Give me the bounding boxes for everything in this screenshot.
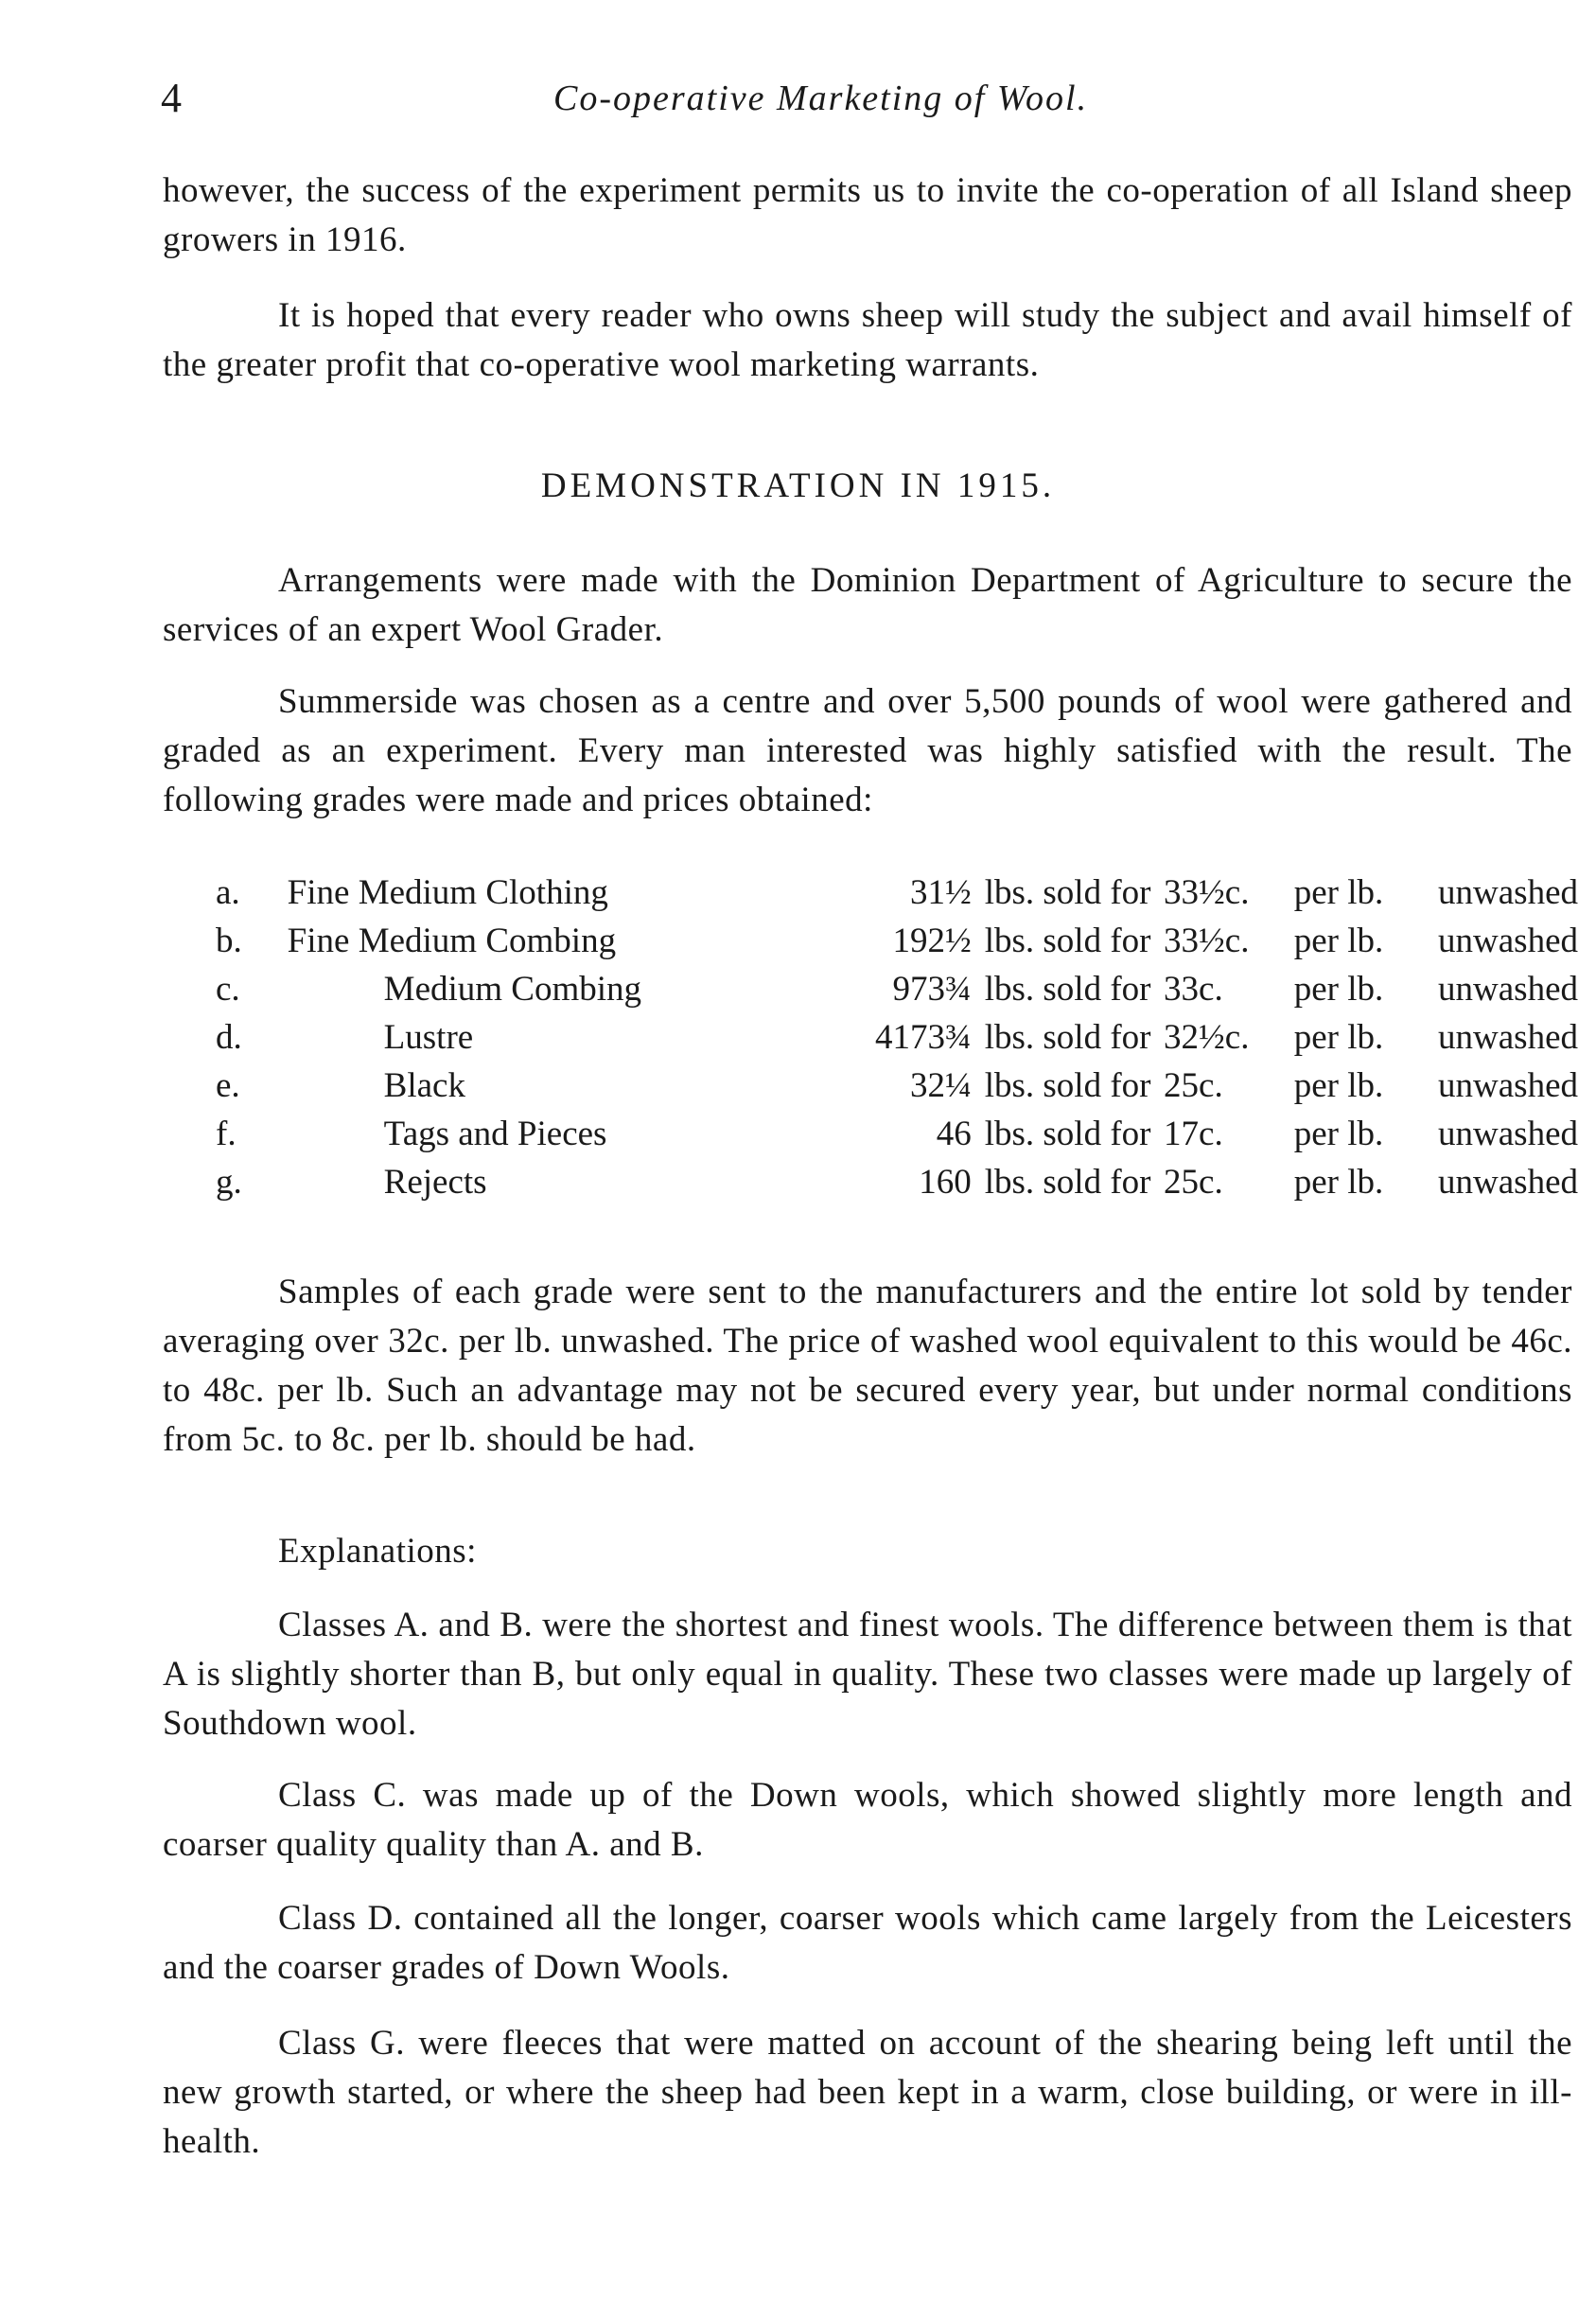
grade-unit: lbs. sold for [984,873,1151,912]
grade-letter: b. [216,922,242,960]
grade-state: unwashed [1438,1018,1578,1057]
grade-state: unwashed [1438,1163,1578,1202]
grade-name: Tags and Pieces [383,1115,607,1153]
grade-letter: f. [216,1115,237,1153]
grade-quantity: 160 [919,1163,972,1202]
grade-quantity: 973¾ [892,970,972,1009]
grade-quantity: 4173¾ [874,1018,972,1057]
grade-per: per lb. [1293,873,1384,912]
grade-price: 33½c. [1164,873,1250,912]
grade-row [216,869,1578,917]
grade-quantity: 192½ [892,922,972,960]
grade-state: unwashed [1438,1115,1578,1153]
samples-paragraph: Samples of each grade were sent to the manufacturers and the entire lot sold by tender averaging over 32c. per lb. unwashed. The price of washed wool equivalent to this would be 46c. to 48c. per lb. Such an advantage may not be secured every year, but under normal conditions from 5c. to 8c. per lb. should be had. [163,1273,1572,1459]
grade-unit: lbs. sold for [984,970,1151,1009]
grade-price: 33c. [1164,970,1223,1009]
running-title: Co-operative Marketing of Wool. [553,79,1089,118]
section-paragraph-1: Arrangements were made with the Dominion Department of Agriculture to secure the services of an expert Wool Grader. [163,561,1572,649]
grade-letter: e. [216,1066,240,1105]
section-heading: DEMONSTRATION IN 1915. [540,466,1056,505]
grade-price: 25c. [1164,1163,1223,1202]
intro-paragraph-1: however, the success of the experiment permits us to invite the co-operation of all Island sheep growers in 1916. [163,171,1572,259]
explanation-paragraph-4: Class G. were fleeces that were matted on account of the shearing being left until the new growth started, or where the sheep had been kept in a warm, close building, or were in ill-health. [163,2024,1572,2161]
grade-unit: lbs. sold for [984,1163,1151,1202]
grade-price: 33½c. [1164,922,1250,960]
explanation-paragraph-3: Class D. contained all the longer, coarser wools which came largely from the Leicesters and the coarser grades of Down Wools. [163,1899,1572,1987]
grade-quantity: 46 [936,1115,972,1153]
grade-unit: lbs. sold for [984,1018,1151,1057]
grade-per: per lb. [1293,1066,1384,1105]
grades-table [216,869,1578,1206]
grade-name: Fine Medium Clothing [287,873,608,912]
grade-letter: c. [216,970,240,1009]
grade-name: Black [383,1066,465,1105]
grade-unit: lbs. sold for [984,922,1151,960]
grade-letter: d. [216,1018,242,1057]
grade-per: per lb. [1293,922,1384,960]
grade-row [216,917,1578,965]
grade-price: 32½c. [1164,1018,1250,1057]
grade-name: Lustre [383,1018,474,1057]
grade-state: unwashed [1438,922,1578,960]
grade-row [216,965,1578,1013]
grade-per: per lb. [1293,970,1384,1009]
explanations-label: Explanations: [278,1532,477,1571]
grade-row [216,1158,1578,1206]
page-header [161,74,1580,131]
grade-price: 25c. [1164,1066,1223,1105]
grade-state: unwashed [1438,873,1578,912]
explanation-paragraph-1: Classes A. and B. were the shortest and finest wools. The difference between them is that A is slightly shorter than B, but only equal in quality. These two classes were made up largely of Southdown wool. [163,1606,1572,1743]
intro-paragraph-2: It is hoped that every reader who owns sheep will study the subject and avail himself of the greater profit that co-operative wool marketing warrants. [163,296,1572,384]
grade-name: Fine Medium Combing [287,922,617,960]
grade-per: per lb. [1293,1115,1384,1153]
grade-name: Rejects [383,1163,487,1202]
grade-quantity: 32¼ [909,1066,972,1105]
grade-row [216,1110,1578,1158]
grade-row [216,1062,1578,1110]
grade-row [216,1013,1578,1062]
grade-letter: a. [216,873,240,912]
grade-letter: g. [216,1163,242,1202]
grade-quantity: 31½ [909,873,972,912]
grade-name: Medium Combing [383,970,642,1009]
grade-unit: lbs. sold for [984,1115,1151,1153]
explanation-paragraph-2: Class C. was made up of the Down wools, which showed slightly more length and coarser quality quality than A. and B. [163,1776,1572,1864]
grade-unit: lbs. sold for [984,1066,1151,1105]
grade-price: 17c. [1164,1115,1223,1153]
page-number: 4 [161,75,182,121]
grade-per: per lb. [1293,1163,1384,1202]
grade-state: unwashed [1438,970,1578,1009]
grade-state: unwashed [1438,1066,1578,1105]
section-paragraph-2: Summerside was chosen as a centre and over 5,500 pounds of wool were gathered and graded as an experiment. Every man interested was highly satisfied with the result. The following grades were made and prices obtained: [163,682,1572,819]
grade-per: per lb. [1293,1018,1384,1057]
